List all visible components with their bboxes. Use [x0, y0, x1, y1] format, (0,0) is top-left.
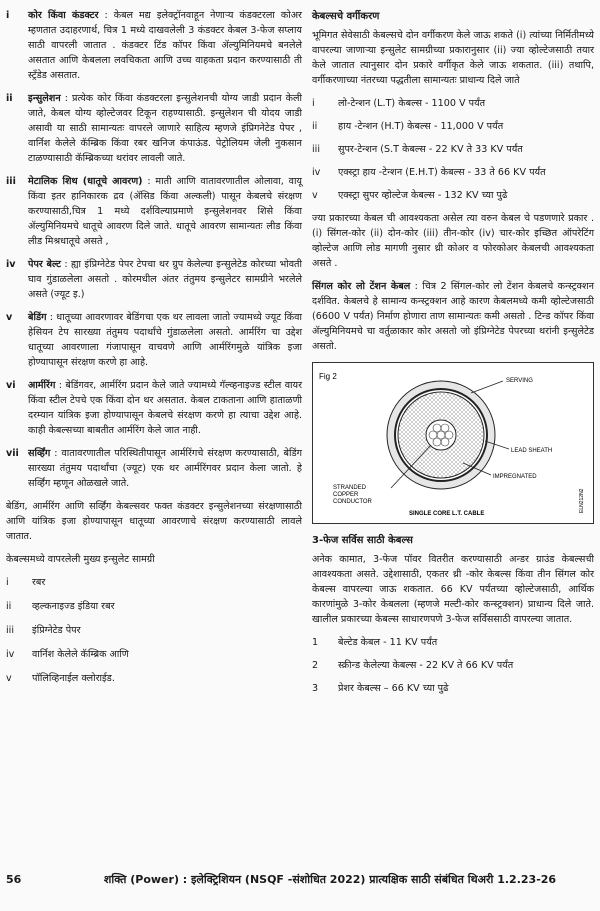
list-text: स्क्रीन्ड केलेल्या केबल्स - 22 KV ते 66 KV पर्यंत — [338, 660, 514, 671]
list-text: प्रेशर केबल्स – 66 KV च्या पुढे — [338, 683, 449, 694]
list-item — [6, 599, 302, 614]
figure-single-core-cable — [312, 362, 594, 524]
item-number: vi — [6, 380, 16, 391]
list-number: i — [6, 577, 9, 588]
list-item — [6, 575, 302, 590]
item-number: vii — [6, 448, 19, 459]
cable-part-item — [6, 310, 302, 370]
item-number: v — [6, 312, 13, 323]
list-item — [312, 635, 594, 650]
list-number: 1 — [312, 637, 319, 648]
stranded-label-1: STRANDED — [333, 485, 367, 491]
figure-caption: SINGLE CORE L.T. CABLE — [409, 511, 485, 517]
item-title: बेडिंग — [28, 312, 47, 323]
stranded-label-3: CONDUCTOR — [333, 499, 372, 505]
serving-label: SERVING — [506, 378, 533, 384]
item-number: ii — [6, 93, 13, 104]
item-title: आर्मरिंग — [28, 380, 56, 391]
item-text: : धातूच्या आवरणावर बेडिंगचा एक थर लावला जातो ज्यामध्ये ज्यूट किंवा हेसियन टेप सारख्या तंतुमय पदार्थांचे गुंडाळलेला असतो. आर्मरिंग चा उद्देश धातूच्या आवरणाला गंजापासून वाचवणे आणि आर्मरिंगमुळे यांत्रिक इजा होण्यापासून संरक्षण करणे हा आहे. — [28, 312, 302, 368]
item-number: i — [6, 10, 10, 21]
page-footer — [6, 872, 594, 887]
single-core-paragraph — [312, 279, 594, 354]
list-number: iv — [6, 649, 15, 660]
figure-label: Fig 2 — [319, 372, 337, 381]
list-text: पॉलिव्हिनाईल क्लोराईड. — [32, 673, 115, 684]
list-item — [6, 671, 302, 686]
list-text: इंप्रिग्नेटेड पेपर — [32, 625, 81, 636]
list-number: 3 — [312, 683, 319, 694]
list-item — [312, 119, 594, 134]
list-number: iii — [6, 625, 14, 636]
materials-intro: केबल्समध्ये वापरलेली मुख्य इन्सुलेट सामग्री — [6, 554, 155, 565]
cable-part-item — [6, 174, 302, 249]
list-number: ii — [6, 601, 12, 612]
list-text: एक्स्ट्रा सुपर व्होल्टेज केबल्स - 132 KV च्या पुढे — [338, 190, 508, 201]
list-number: iii — [312, 144, 320, 155]
item-title: इन्सुलेशन — [28, 93, 61, 104]
footer-title: शक्ति (Power) : इलेक्ट्रिशियन (NSQF -संशोधित 2022) प्रात्यक्षिक साठी संबंधित थिअरी 1.2.23-26 — [103, 873, 557, 886]
item-text: : केबल मद्य इलेक्ट्रॉनवाहून नेणाऱ्य कंडक्टरला कोअर म्हणतात उदाहरणार्थ, चित्र 1 मध्ये दाखवलेली 3 कंडक्टर केबल 3-फेज सप्लाय साठी वापरली जातात . कंडक्टर टिंड कॉपर किंवा ॲल्युमिनियमचे बनलेले असतात आणि केबलला लवचिकता आणि उच्च वाहकता प्रदान करण्यासाठी ती स्ट्रँडेड असतात. — [28, 10, 302, 81]
list-text: वार्निश केलेले कॅम्ब्रिक आणि — [32, 649, 129, 660]
list-text: सुपर-टेन्शन (S.T केबल्स - 22 KV ते 33 KV पर्यंत — [338, 144, 523, 155]
list-item — [6, 623, 302, 638]
item-text: : माती आणि वातावरणातील ओलावा, वायू किंवा इतर हानिकारक द्रव (ॲसिड किंवा अल्कली) पासून केबलचे संरक्षण करण्यासाठी,चित्र 1 मध्ये दर्शविल्याप्रमाणे इन्सुलेशनवर शिसे किंवा ॲल्युमिनियमचे धातूचे आवरण दिले जाते. धातूचे आवरण सामान्यतः लीड किंवा लीड मिश्रधातूचे असते , — [28, 176, 302, 247]
figure-code: ELN212N2 — [579, 488, 585, 513]
list-number: v — [6, 673, 12, 684]
classification-paragraph: भूमिगत सेवेसाठी केबल्सचे दोन वर्गीकरण केले जाऊ शकते (i) त्यांच्या निर्मितीमध्ये वापरल्या जाणाऱ्या इन्सुलेट सामग्रीच्या प्रकारानुसार (ii) ज्या व्होल्टेजसाठी तयार केले जातात त्यानुसार दोन प्रकारे वर्गीकृत केले जाऊ शकतात. (iii) तथापि, वर्गीकरणाच्या नंतरच्या पद्धतीला सामान्यतः प्राधान्य दिले जाते — [312, 30, 594, 86]
impregnated-label: IMPREGNATED — [493, 474, 537, 480]
lead-sheath-label: LEAD SHEATH — [511, 448, 553, 454]
three-phase-cable-list — [312, 635, 594, 696]
item-number: iv — [6, 259, 16, 270]
list-number: 2 — [312, 660, 319, 671]
item-number: iii — [6, 176, 16, 187]
single-core-text: : चित्र 2 सिंगल-कोर लो टेंशन केबलचे कन्स्ट्रक्शन दर्शवित. केबलचे हे सामान्य कन्स्ट्रक्शन आहे कारण केबलमध्ये कमी व्होल्टेजसाठी (6600 V पर्यंत) निर्माण होणारा ताण सामान्यतः कमी असतो . टिन्ड कॉपर किंवा ॲल्युमिनियमचे चा वर्तुळाकार कोर असतो जो इंप्रिग्नेटेड पेपरच्या थरांनी इन्सुलेटेड असतो. — [312, 281, 594, 352]
list-text: एक्स्ट्रा हाय -टेन्शन (E.H.T) केबल्स - 33 ते 66 KV पर्यंत — [338, 167, 546, 178]
insulating-materials-list — [6, 575, 302, 686]
item-title: सर्व्हिंग — [28, 448, 51, 459]
stranded-label-2: COPPER — [333, 492, 359, 498]
left-column — [6, 8, 302, 695]
list-text: व्हल्कनाइज्ड इंडिया रबर — [32, 601, 115, 612]
item-title: मेटालिक शिथ (धातूचे आवरण) — [28, 176, 143, 187]
list-number: ii — [312, 121, 318, 132]
list-item — [312, 165, 594, 180]
single-core-title: सिंगल कोर लो टेंशन केबल — [312, 281, 411, 292]
list-text: लो-टेन्शन (L.T) केबल्स - 1100 V पर्यंत — [338, 98, 486, 109]
cable-part-item — [6, 8, 302, 83]
cable-part-item — [6, 91, 302, 166]
cable-part-item — [6, 446, 302, 491]
protection-paragraph: बेडिंग, आर्मरिंग आणि सर्व्हिंग केबल्सवर फक्त कंडक्टर इन्सुलेशनच्या संरक्षणासाठी आणि यांत्रिक इजा होण्यापासून धातूच्या आवरणाचे संरक्षण करण्यासाठी लावले जातात. — [6, 501, 302, 542]
list-item — [312, 188, 594, 203]
list-number: iv — [312, 167, 321, 178]
section-heading: 3-फेज सर्विस साठी केबल्स — [312, 535, 413, 546]
item-title: कोर किंवा कंडक्टर — [28, 10, 99, 21]
item-text: : बेडिंगवर, आर्मरिंग प्रदान केले जाते ज्यामध्ये गॅल्व्हनाइज्ड स्टील वायर किंवा स्टील टेपचे एक किंवा दोन थर असतात. केबल टाकताना आणि हाताळणी दरम्यान यांत्रिक इजा होण्यापासून केबलचे संरक्षण करणे हा त्याचा उद्देश आहे. काही केबल्सच्या बाबतीत आर्मरिंग केले जात नाही. — [28, 380, 302, 436]
list-item — [6, 647, 302, 662]
voltage-class-list — [312, 96, 594, 203]
three-phase-paragraph: अनेक कामात, 3-फेज पॉवर वितरीत करण्यासाठी अन्डर ग्राउंड केबल्सची आवश्यकता असते. उद्देशासाठी, एकतर थ्री -कोर केबल्स किंवा तीन सिंगल कोर केबल्स वापरल्या जाऊ शकतात. 66 KV पर्यंतच्या व्होल्टेजसाठी, आर्थिक कारणांमुळे 3-कोर केबलला (म्हणजे मल्टी-कोर कन्स्ट्रक्शन) प्राधान्य दिले जाते. खालील प्रकारच्या केबल्स साधारणपणे 3-फेज सर्विससाठी वापरल्या जातात. — [312, 554, 594, 625]
cable-cross-section-diagram — [313, 363, 593, 523]
item-text: : वातावरणातील परिस्थितीपासून आर्मरिंगचे संरक्षण करण्यासाठी, बेडिंग सारख्या तंतुमय पदार्थांचा (ज्यूट) एक थर आर्मरिंगवर प्रदान केला जातो. हे सर्व्हिंग म्हणून ओळखले जाते. — [28, 448, 302, 489]
item-title: पेपर बेल्ट — [28, 259, 61, 270]
cable-part-item — [6, 257, 302, 302]
list-text: बेल्टेड केबल - 11 KV पर्यंत — [338, 637, 438, 648]
serving-leader — [471, 381, 503, 393]
item-text: : प्रत्येक कोर किंवा कंडक्टरला इन्सुलेशनची योग्य जाडी प्रदान केली जाते, केबल योग्य व्होल्टेजवर टिकून राहण्यासाठी. इन्सुलेशन ची योदय जाडी असावी या साठी सामान्यतः वापरले जाणारे साहित्य म्हणजे इंप्रिगनेटेड पेपर , वार्निश केलेले कॅम्ब्रिक किंवा रबर खनिज कंपाऊंड. पेट्रोलियम जेली नुकसान टाळण्यासाठी कॅम्ब्रिकच्या थरांवर लावली जाते. — [28, 93, 302, 164]
list-item — [312, 658, 594, 673]
list-text: रबर — [32, 577, 46, 588]
right-column — [312, 8, 594, 704]
list-item — [312, 96, 594, 111]
page-number: 56 — [6, 873, 22, 886]
list-item — [312, 142, 594, 157]
list-number: v — [312, 190, 318, 201]
list-number: i — [312, 98, 315, 109]
item-text: : ह्या इंप्रिग्नेटेड पेपर टेपचा थर ग्रुप केलेल्या इन्सुलेटेड कोरच्या भोवती घाव गुंडाळलेला असतो . कोरमधील अंतर तंतुमय इन्सुलेटर सामग्रीने भरलेले असते (ज्यूट इ.) — [28, 259, 302, 300]
section-heading: केबल्सचे वर्गीकरण — [312, 11, 380, 22]
list-item — [312, 681, 594, 696]
list-text: हाय -टेन्शन (H.T) केबल्स - 11,000 V पर्यंत — [338, 121, 504, 132]
core-types-paragraph: ज्या प्रकारच्या केबल ची आवश्यकता असेल त्या वरुन केबल चे पडणणारे प्रकार . (i) सिंगल-कोर (ii) दोन-कोर (iii) तीन-कोर (iv) चार-कोर इच्छित ऑपरेटिंग व्होल्टेज आणि लोड मागणी नुसार थ्री कोअर व फोरकोअर केबलची आवश्यकता असते . — [312, 213, 594, 269]
cable-part-item — [6, 378, 302, 438]
